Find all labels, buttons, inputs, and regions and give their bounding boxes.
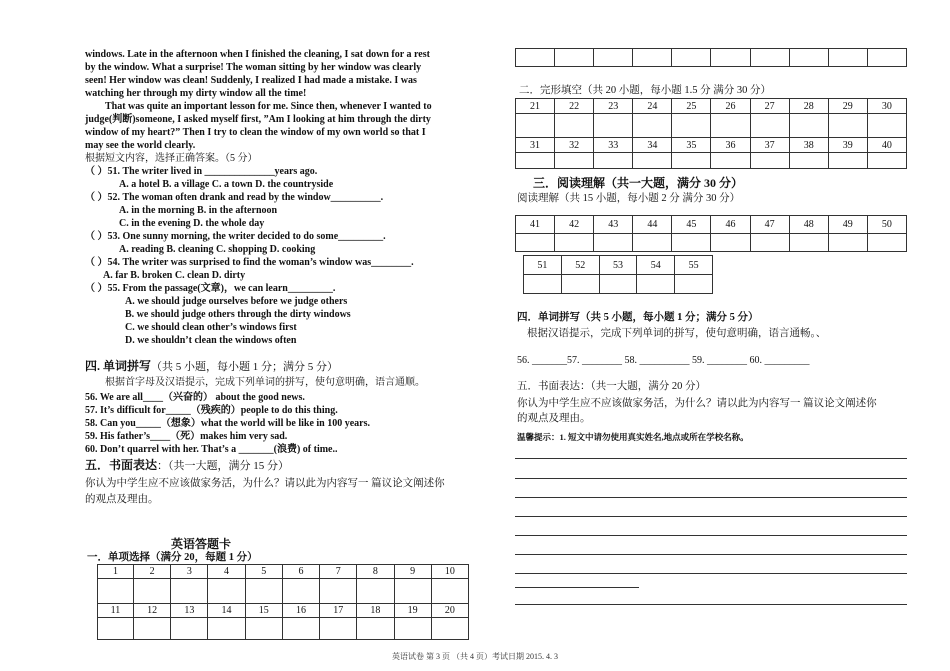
answer-blank-cell[interactable] [750,234,789,252]
option-55a: A. we should judge ourselves before we judge others [125,296,348,307]
passage-line: seen! Her window was clean! Suddenly, I realized I had made a mistake. I was [85,75,417,86]
sec4-instruction: 根据首字母及汉语提示，完成下列单词的拼写，使句意明确，语言通顺。 [105,377,425,388]
spelling-57: 57. It’s difficult for_____（残疾的）people to do this thing. [85,405,338,416]
answer-number-cell: 40 [867,138,906,153]
answer-number-cell: 6 [282,565,319,579]
sec5-prompt-2: 的观点及理由。 [85,494,159,505]
answer-number-cell: 39 [828,138,867,153]
answer-blank-cell[interactable] [828,153,867,169]
right-column [515,48,910,648]
answer-grid-3 [515,215,907,252]
answer-number-cell: 26 [711,99,750,114]
answer-number-cell: 54 [637,256,675,275]
answer-blank-cell[interactable] [633,234,672,252]
answer-blank-cell[interactable] [555,114,594,138]
answer-blank-cell[interactable] [789,153,828,169]
writing-line[interactable] [515,478,907,479]
answer-number-cell: 44 [633,216,672,234]
answer-blank-cell[interactable] [750,153,789,169]
answer-number-cell: 37 [750,138,789,153]
sec5-prompt-right-1: 你认为中学生应不应该做家务活，为什么？请以此为内容写一 篇议论文阐述你 [517,398,877,409]
answer-number-cell: 29 [828,99,867,114]
passage-line: by the window. What a surprise! The woman sitting by her window was clearly [85,62,422,73]
answer-number-cell: 15 [245,604,282,618]
answer-blank-cell[interactable] [516,49,555,67]
sec3-title: 三．阅读理解（共一大题，满分 30 分） [533,176,744,190]
answer-blank-cell[interactable] [594,114,633,138]
sec4-note: （共 5 小题，每小题 1 分；满分 5 分） [151,361,339,373]
answer-number-cell: 13 [171,604,208,618]
answer-number-cell: 7 [320,565,357,579]
answer-blank-cell[interactable] [672,114,711,138]
answer-number-cell: 25 [672,99,711,114]
answer-blank-cell[interactable] [711,114,750,138]
answer-number-cell: 33 [594,138,633,153]
writing-line[interactable] [515,573,907,574]
answer-blank-cell[interactable] [789,114,828,138]
answer-number-cell: 41 [516,216,555,234]
option-55c: C. we should clean other’s windows first [125,322,297,333]
answer-blank-cell[interactable] [867,49,906,67]
answer-blank-cell[interactable] [633,114,672,138]
answer-blank-cell[interactable] [594,49,633,67]
sec5-prompt-1: 你认为中学生应不应该做家务活，为什么？请以此为内容写一 篇议论文阐述你 [85,478,445,489]
spelling-56: 56. We are all____（兴奋的） about the good news. [85,392,305,403]
question-53: （ ）53. One sunny morning, the writer decided to do some_________. [85,231,386,242]
answer-number-cell: 22 [555,99,594,114]
sec5-title: 五．书面表达 [85,458,158,472]
answer-number-cell: 45 [672,216,711,234]
answer-number-cell: 17 [320,604,357,618]
answer-number-cell: 48 [789,216,828,234]
answer-blank-cell[interactable] [282,618,319,640]
answer-blank-cell[interactable] [711,49,750,67]
answer-blank-cell[interactable] [672,49,711,67]
answer-number-cell: 55 [675,256,713,275]
options-54: A. far B. broken C. clean D. dirty [103,270,246,281]
sec4-title: 四. 单词拼写 [85,359,152,373]
answer-number-cell: 27 [750,99,789,114]
sec1-title: 一．单项选择（满分 20，每题 1 分） [87,552,258,563]
answer-number-cell: 1 [98,565,134,579]
answer-number-cell: 16 [282,604,319,618]
answer-number-cell: 24 [633,99,672,114]
answer-number-cell: 51 [524,256,562,275]
answer-grid-2 [515,98,907,169]
answer-number-cell: 14 [208,604,245,618]
answer-blank-cell[interactable] [524,275,562,294]
option-55b: B. we should judge others through the dirty windows [125,309,351,320]
answer-number-cell: 28 [789,99,828,114]
answer-blank-cell[interactable] [208,579,245,604]
answer-blank-cell[interactable] [789,49,828,67]
answer-number-cell: 19 [394,604,431,618]
answer-number-cell: 36 [711,138,750,153]
answer-blank-cell[interactable] [867,234,906,252]
answer-number-cell: 8 [357,565,394,579]
left-column [85,48,477,648]
answer-grid-3b [523,255,713,294]
answer-blank-cell[interactable] [633,49,672,67]
answer-blank-cell[interactable] [98,618,134,640]
question-55: （ ）55. From the passage(文章)，we can learn_________. [85,283,336,294]
answer-blank-cell[interactable] [594,153,633,169]
passage-line: watching her through my dirty window all the time! [85,88,307,99]
sec3-sub: 阅读理解（共 15 小题，每小题 2 分 满分 30 分） [517,193,741,204]
sec5-prompt-right-2: 的观点及理由。 [517,413,591,424]
answer-blank-cell[interactable] [208,618,245,640]
answer-blank-cell[interactable] [637,275,675,294]
answer-blank-cell[interactable] [357,579,394,604]
answer-number-cell: 30 [867,99,906,114]
answer-blank-cell[interactable] [828,234,867,252]
answer-blank-cell[interactable] [750,49,789,67]
answer-grid-1 [97,564,469,640]
passage-line: That was quite an important lesson for me. Since then, whenever I wanted to [105,101,432,112]
question-52: （ ）52. The woman often drank and read by the window__________. [85,192,384,203]
question-54: （ ）54. The writer was surprised to find the woman’s window was________. [85,257,414,268]
answer-number-cell: 23 [594,99,633,114]
sec5-title-right: 五．书面表达：（共一大题，满分 20 分） [517,381,706,392]
answer-blank-cell[interactable] [828,49,867,67]
answer-number-cell: 35 [672,138,711,153]
sec4-instruction-right: 根据汉语提示，完成下列单词的拼写，使句意明确，语言通畅。、 [527,328,827,339]
passage-line: judge(判断)someone, I asked myself first, ”Am I looking at him through the dirty [85,114,431,125]
answer-number-cell: 43 [594,216,633,234]
answer-blank-cell[interactable] [555,49,594,67]
answer-blank-cell[interactable] [599,275,637,294]
answer-blank-cell[interactable] [431,579,468,604]
answer-number-cell: 50 [867,216,906,234]
writing-line[interactable] [515,587,639,588]
answer-number-cell: 32 [555,138,594,153]
options-52b: C. in the evening D. the whole day [119,218,265,229]
answer-blank-cell[interactable] [711,153,750,169]
options-51: A. a hotel B. a village C. a town D. the countryside [119,179,334,190]
sec4-title-right: 四．单词拼写（共 5 小题，每小题 1 分；满分 5 分） [517,312,759,323]
answer-number-cell: 2 [134,565,171,579]
spelling-59: 59. His father’s____（死）makes him very sad. [85,431,288,442]
answer-number-cell: 47 [750,216,789,234]
spelling-answer-line: 56. _______57. ________ 58. __________ 59. ________ 60. _________ [517,355,810,366]
answer-number-cell: 5 [245,565,282,579]
answer-blank-cell[interactable] [171,618,208,640]
answer-blank-cell[interactable] [282,579,319,604]
writing-line[interactable] [515,458,907,459]
page-footer: 英语试卷 第 3 页 （共 4 页）考试日期 2015. 4. 3 [392,652,558,661]
options-53: A. reading B. cleaning C. shopping D. cooking [119,244,316,255]
answer-number-cell: 52 [561,256,599,275]
option-55d: D. we shouldn’t clean the windows often [125,335,297,346]
tip-text: 温馨提示：1. 短文中请勿使用真实姓名,地点或所在学校名称。 [517,432,749,442]
answer-blank-cell[interactable] [320,579,357,604]
answer-blank-cell[interactable] [431,618,468,640]
answer-number-cell: 18 [357,604,394,618]
answer-number-cell: 53 [599,256,637,275]
writing-line[interactable] [515,604,907,605]
writing-line[interactable] [515,554,907,555]
answer-number-cell: 31 [516,138,555,153]
answer-blank-cell[interactable] [633,153,672,169]
passage-line: window of my heart?” Then I try to clean the window of my own world so that I [85,127,426,138]
passage-line: windows. Late in the afternoon when I finished the cleaning, I sat down for a rest [85,49,430,60]
answer-blank-cell[interactable] [675,275,713,294]
sec5-note: ：（共一大题，满分 15 分） [157,460,290,472]
answer-blank-cell[interactable] [750,114,789,138]
writing-line[interactable] [515,535,907,536]
answer-number-cell: 34 [633,138,672,153]
answer-blank-cell[interactable] [171,579,208,604]
answer-blank-cell[interactable] [867,114,906,138]
answer-blank-cell[interactable] [594,234,633,252]
answer-number-cell: 21 [516,99,555,114]
sec2-title: 二．完形填空（共 20 小题，每小题 1.5 分 满分 30 分） [519,85,771,96]
answer-blank-cell[interactable] [711,234,750,252]
answer-number-cell: 3 [171,565,208,579]
answer-blank-cell[interactable] [245,579,282,604]
answer-blank-cell[interactable] [134,579,171,604]
answer-number-cell: 10 [431,565,468,579]
answer-blank-cell[interactable] [789,234,828,252]
answer-blank-cell[interactable] [555,234,594,252]
top-answer-row [515,48,907,67]
options-52: A. in the morning B. in the afternoon [119,205,278,216]
answer-blank-cell[interactable] [394,579,431,604]
answer-blank-cell[interactable] [516,153,555,169]
answer-number-cell: 11 [98,604,134,618]
answer-number-cell: 12 [134,604,171,618]
answer-blank-cell[interactable] [516,234,555,252]
answer-blank-cell[interactable] [245,618,282,640]
question-51: （ ）51. The writer lived in ______________years ago. [85,166,318,177]
answer-blank-cell[interactable] [134,618,171,640]
answer-blank-cell[interactable] [516,114,555,138]
answer-number-cell: 42 [555,216,594,234]
answer-number-cell: 46 [711,216,750,234]
writing-line[interactable] [515,516,907,517]
answer-blank-cell[interactable] [561,275,599,294]
passage-line: may see the world clearly. [85,140,196,151]
answer-blank-cell[interactable] [672,234,711,252]
spelling-60: 60. Don’t quarrel with her. That’s a _______(浪费) of time.. [85,444,338,455]
answer-blank-cell[interactable] [357,618,394,640]
answer-blank-cell[interactable] [867,153,906,169]
answer-blank-cell[interactable] [828,114,867,138]
writing-line[interactable] [515,497,907,498]
answer-blank-cell[interactable] [672,153,711,169]
spelling-58: 58. Can you_____（想象）what the world will be like in 100 years. [85,418,371,429]
answer-number-cell: 20 [431,604,468,618]
answer-blank-cell[interactable] [98,579,134,604]
answer-blank-cell[interactable] [320,618,357,640]
reading-instruction: 根据短文内容，选择正确答案。（5 分） [85,153,258,164]
answer-number-cell: 49 [828,216,867,234]
answer-blank-cell[interactable] [394,618,431,640]
answer-number-cell: 38 [789,138,828,153]
answer-blank-cell[interactable] [555,153,594,169]
answer-number-cell: 9 [394,565,431,579]
answer-card-title: 英语答题卡 [171,537,232,551]
answer-number-cell: 4 [208,565,245,579]
